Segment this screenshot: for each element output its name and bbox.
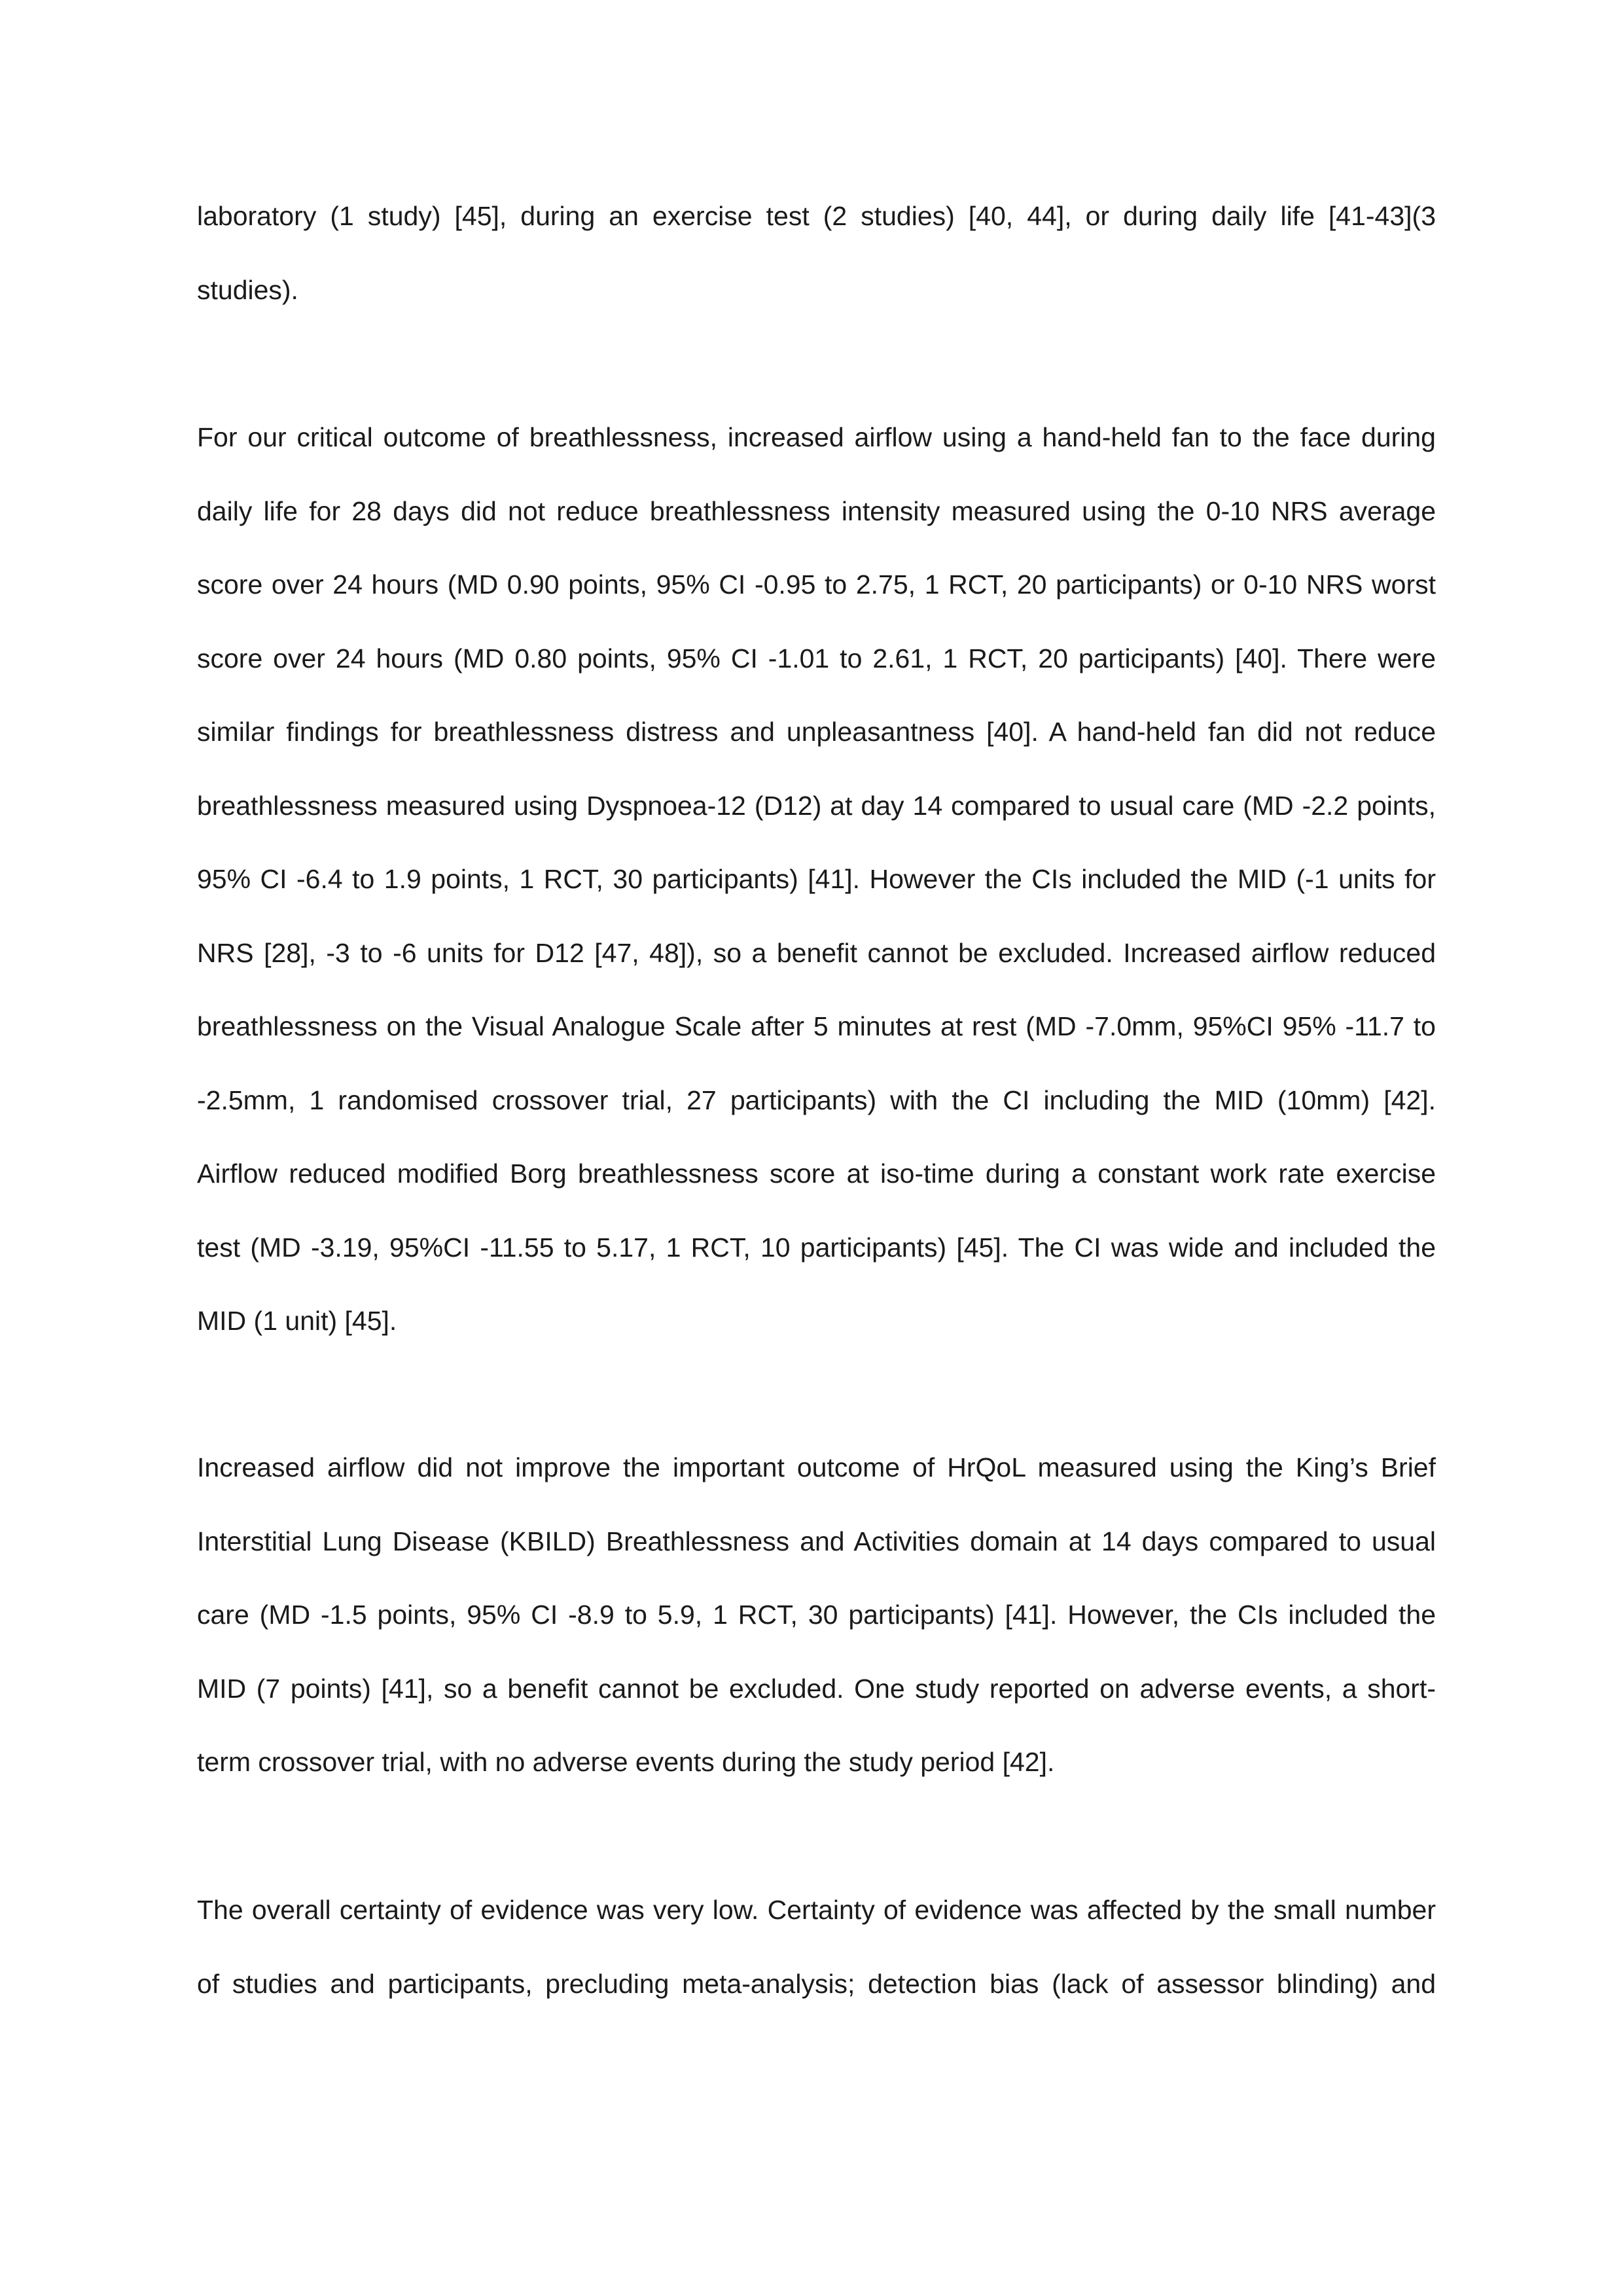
paragraph-hrqol-outcome bbox=[197, 1431, 1436, 1799]
text-line: breathlessness on the Visual Analogue Scale after 5 minutes at rest (MD -7.0mm, 95%CI 95% -11.7 to bbox=[197, 1011, 1436, 1041]
text-line: Interstitial Lung Disease (KBILD) Breathlessness and Activities domain at 14 days compared to usual bbox=[197, 1526, 1436, 1556]
text-line: similar findings for breathlessness distress and unpleasantness [40]. A hand-held fan did not reduce bbox=[197, 717, 1436, 747]
text-line: score over 24 hours (MD 0.80 points, 95% CI -1.01 to 2.61, 1 RCT, 20 participants) [40]. There were bbox=[197, 643, 1436, 673]
text-line: -2.5mm, 1 randomised crossover trial, 27 participants) with the CI including the MID (10mm) [42]. bbox=[197, 1085, 1436, 1115]
text-line: Airflow reduced modified Borg breathlessness score at iso-time during a constant work rate exercise bbox=[197, 1158, 1436, 1189]
text-line: care (MD -1.5 points, 95% CI -8.9 to 5.9, 1 RCT, 30 participants) [41]. However, the CIs included the bbox=[197, 1600, 1436, 1630]
text-line: The overall certainty of evidence was very low. Certainty of evidence was affected by the small number bbox=[197, 1895, 1436, 1925]
text-line: studies). bbox=[197, 274, 298, 305]
text-line: Increased airflow did not improve the important outcome of HrQoL measured using the King’s Brief bbox=[197, 1452, 1436, 1482]
paragraph-breathlessness-outcome bbox=[197, 401, 1436, 1358]
text-line: test (MD -3.19, 95%CI -11.55 to 5.17, 1 RCT, 10 participants) [45]. The CI was wide and included the bbox=[197, 1232, 1436, 1263]
text-line: of studies and participants, precluding meta-analysis; detection bias (lack of assessor blinding) and bbox=[197, 1968, 1436, 1999]
text-line: NRS [28], -3 to -6 units for D12 [47, 48]), so a benefit cannot be excluded. Increased airflow reduced bbox=[197, 937, 1436, 968]
paragraph-certainty-of-evidence bbox=[197, 1873, 1436, 2020]
text-line: term crossover trial, with no adverse events during the study period [42]. bbox=[197, 1747, 1055, 1777]
paragraph-setting-summary bbox=[197, 179, 1436, 327]
text-line: laboratory (1 study) [45], during an exercise test (2 studies) [40, 44], or during daily life [41-43](3 bbox=[197, 201, 1436, 231]
text-line: daily life for 28 days did not reduce breathlessness intensity measured using the 0-10 NRS average bbox=[197, 495, 1436, 526]
text-line: For our critical outcome of breathlessness, increased airflow using a hand-held fan to the face during bbox=[197, 422, 1436, 452]
text-line: 95% CI -6.4 to 1.9 points, 1 RCT, 30 participants) [41]. However the CIs included the MID (-1 units for bbox=[197, 864, 1436, 894]
text-line: breathlessness measured using Dyspnoea-12 (D12) at day 14 compared to usual care (MD -2.2 points, bbox=[197, 790, 1436, 821]
text-line: MID (7 points) [41], so a benefit cannot be excluded. One study reported on adverse events, a short- bbox=[197, 1673, 1436, 1704]
text-line: score over 24 hours (MD 0.90 points, 95% CI -0.95 to 2.75, 1 RCT, 20 participants) or 0-10 NRS worst bbox=[197, 569, 1436, 600]
text-line: MID (1 unit) [45]. bbox=[197, 1306, 397, 1336]
